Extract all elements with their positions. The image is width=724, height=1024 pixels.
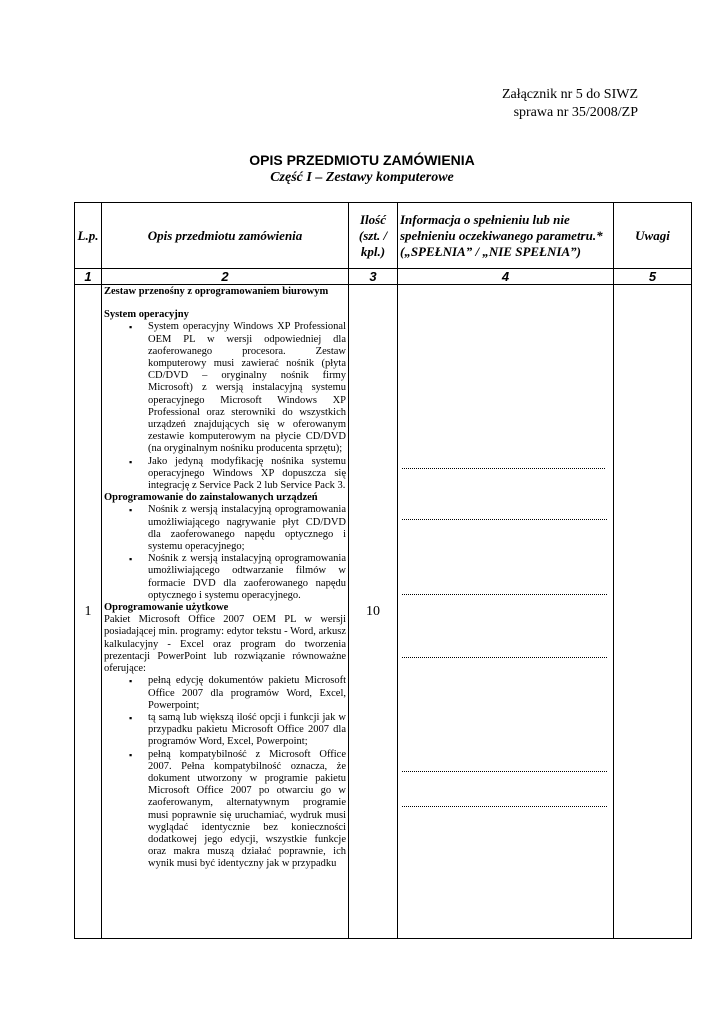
header-remarks: Uwagi [614,203,692,269]
os-heading: System operacyjny [104,309,189,321]
fill-in-line[interactable] [402,657,607,658]
list-item: ▪ System operacyjny Windows XP Professional OEM PL w wersji odpowiedniej dla zaoferowanego procesora. Zestaw komputerowy musi zawierać nośnik (płyta CD/DVD – oryginalny nośnik firmy Microsoft) z wersją instalacyjną systemu operacyjnego Microsoft Windows XP Professional oraz sterowniki do wszystkich urządzeń znajdujących się w oferowanym zestawie komputerowym na płycie CD/DVD (na oryginalnym nośniku producenta sprzętu); [148,321,346,455]
document-reference [502,86,638,122]
set-title: Zestaw przenośny z oprogramowaniem biurowym [104,286,329,297]
user-software-heading: Oprogramowanie użytkowe [104,602,229,614]
list-item: ▪ tą samą lub większą ilość opcji i funkcji jak w przypadku pakietu Microsoft Office 2007 dla programów Word, Excel, Powerpoint; [148,712,346,749]
case-number: sprawa nr 35/2008/ZP [513,105,638,120]
table-header-row [75,203,692,269]
header-quantity [349,203,398,269]
header-quantity-line3: kpl.) [360,243,386,259]
row-remarks [614,285,692,939]
list-item: ▪ pełną edycję dokumentów pakietu Microsoft Office 2007 dla programów Word, Excel, Powerpoint; [148,675,346,712]
fill-in-line[interactable] [402,771,607,772]
user-software-list [104,675,346,870]
header-quantity-line2: (szt. / [358,227,388,243]
devices-list [104,504,346,602]
os-list [104,321,346,492]
devices-heading: Oprogramowanie do zainstalowanych urządzeń [104,492,318,504]
header-description: Opis przedmiotu zamówienia [102,203,349,269]
column-number: 4 [398,269,614,285]
list-item: ▪ pełną kompatybilność z Microsoft Office 2007. Pełna kompatybilność oznacza, że dokument utworzony w programie pakietu Microsoft Office 2007 po otwarciu go w zaoferowanym, alternatywnym programie musi poprawnie się uruchamiać, wydruk musi wyglądać identycznie bez konieczności dodatkowej jego edycji, wszystkie funkcje oraz makra muszą działać poprawnie, ich wynik musi być identyczny jak w przypadku [148,749,346,871]
header-lp: L.p. [75,203,102,269]
list-item: ▪ Nośnik z wersją instalacyjną oprogramowania umożliwiającego odtwarzanie filmów w formacie DVD dla zaoferowanego napędu optycznego i systemu operacyjnego. [148,553,346,602]
row-lp: 1 [75,285,102,939]
specification-table [74,202,692,939]
attachment-label: Załącznik nr 5 do SIWZ [501,87,638,102]
fill-in-line[interactable] [402,468,605,469]
user-software-text: Pakiet Microsoft Office 2007 OEM PL w wersji posiadającej min. programy: edytor tekstu - Word, arkusz kalkulacyjny - Excel oraz program do tworzenia prezentacji PowerPoint lub rozwiązanie równoważne oferujące: [104,614,346,675]
column-number: 2 [102,269,349,285]
column-number: 3 [349,269,398,285]
column-number: 1 [75,269,102,285]
column-number: 5 [614,269,692,285]
column-number-row [75,269,692,285]
fill-in-line[interactable] [402,806,607,807]
page-subtitle: Część I – Zestawy komputerowe [270,170,454,185]
table-row [75,285,692,939]
header-info: Informacja o spełnieniu lub nie spełnieniu oczekiwanego parametru.*(„SPEŁNIA” / „NIE SPEŁNIA”) [398,203,614,269]
row-info-fields [398,285,614,939]
page-title: OPIS PRZEDMIOTU ZAMÓWIENIA [249,152,475,168]
header-quantity-line1: Ilość [360,211,386,227]
row-description [102,285,349,939]
list-item: ▪ Nośnik z wersją instalacyjną oprogramowania umożliwiającego nagrywanie płyt CD/DVD dla zaoferowanego napędu optycznego i systemu operacyjnego; [148,504,346,553]
row-quantity: 10 [349,285,398,939]
list-item: ▪ Jako jedyną modyfikację nośnika systemu operacyjnego Windows XP dopuszcza się integrację z Service Pack 2 lub Service Pack 3. [148,456,346,493]
fill-in-line[interactable] [402,519,607,520]
fill-in-line[interactable] [402,594,607,595]
